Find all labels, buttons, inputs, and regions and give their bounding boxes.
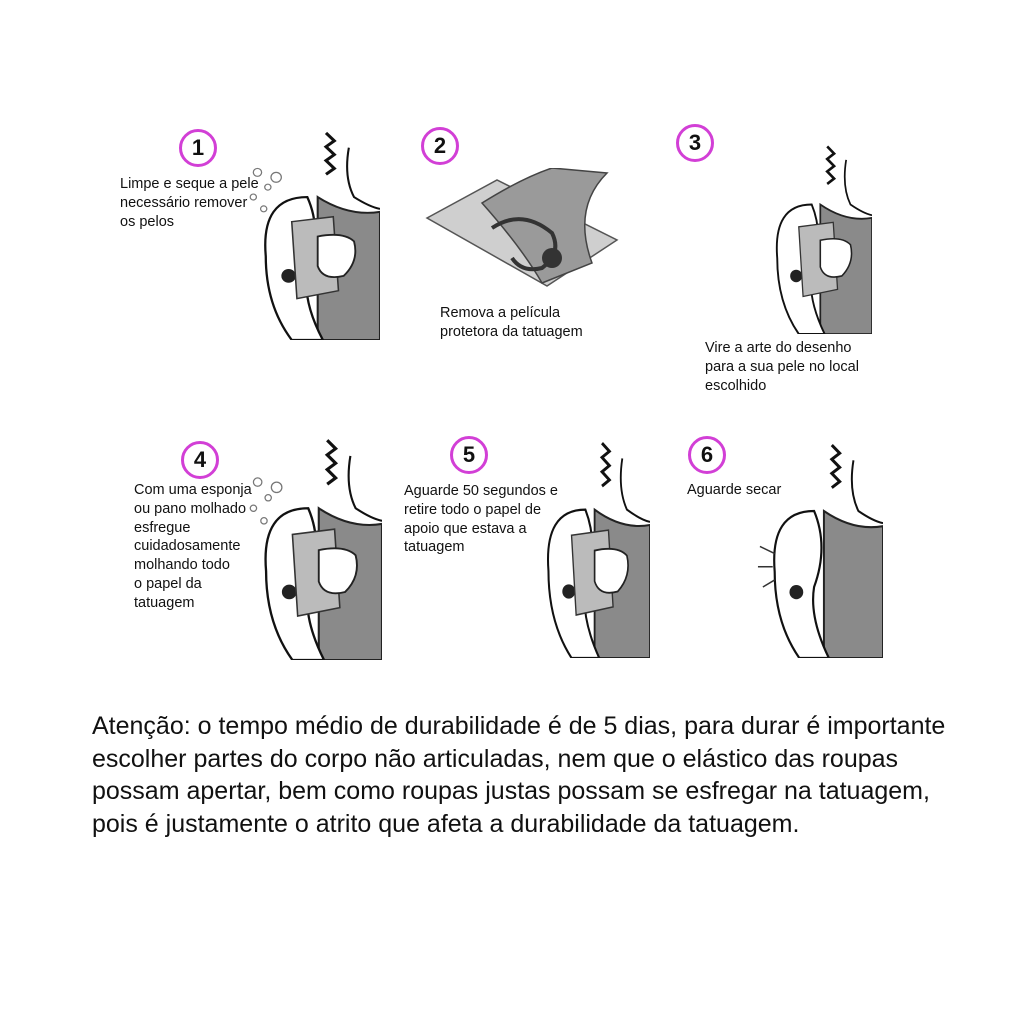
step-5-number-badge [450,436,488,474]
step-6-number-badge [688,436,726,474]
step-1-instruction: Limpe e seque a pele necessário remover os pelos [120,176,259,230]
step-1-clean-skin-illustration [245,128,380,340]
durability-warning-note: Atenção: o tempo médio de durabilidade é de 5 dias, para durar é importante escolher partes do corpo não articuladas, nem que o elástico das roupas possam apertar, bem como roupas justas possam se esfregar na tatuagem, pois é justamente o atrito que afeta a durabilidade da tatuagem. [92,712,946,838]
person-arm-drawing [530,438,650,658]
step-4-instruction: Com uma esponja ou pano molhado esfregue cuidadosamente molhando todo o papel da tatuagem [134,482,252,611]
person-arm-drawing [760,142,872,334]
step-6-instruction: Aguarde secar [687,482,782,498]
step-2-instruction: Remova a película protetora da tatuagem [440,305,583,340]
step-5-peel-paper-illustration [530,438,650,658]
step-number: 2 [433,133,447,158]
step-4-number-badge [181,441,219,479]
step-number: 5 [462,442,476,467]
step-4-wet-sponge-illustration [245,435,382,660]
step-1-number-badge [179,129,217,167]
step-2-tattoo-sheet-illustration [422,168,622,293]
person-arm-drawing [755,440,883,658]
step-number: 4 [193,447,207,472]
person-arm-drawing [245,128,380,340]
step-3-instruction: Vire a arte do desenho para a sua pele no local escolhido [705,340,859,394]
step-3-number-badge [676,124,714,162]
step-2-number-badge [421,127,459,165]
step-3-apply-transfer-illustration [760,142,872,334]
step-5-instruction: Aguarde 50 segundos e retire todo o papel de apoio que estava a tatuagem [404,483,558,556]
step-number: 6 [700,442,714,467]
step-6-dry-illustration [755,440,883,658]
step-number: 3 [688,130,702,155]
person-arm-drawing [245,435,382,660]
step-number: 1 [191,135,205,160]
